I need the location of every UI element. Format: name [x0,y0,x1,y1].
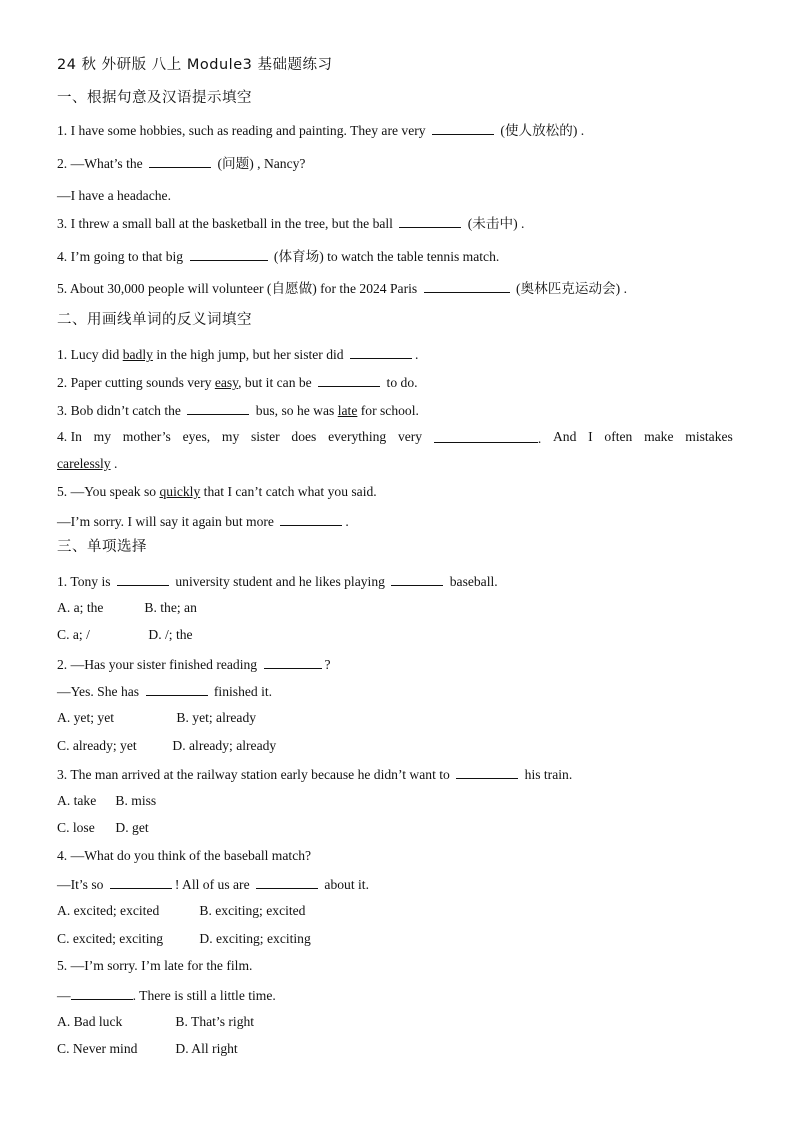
option-a[interactable]: A. Bad luck [57,1014,123,1029]
s2-q2-end: to do. [386,375,418,390]
option-b[interactable]: B. miss [115,793,157,808]
title-text: 24 秋 外研版 八上 Module3 基础题练习 [57,57,333,73]
s3-q4-text: 4. —What do you think of the baseball match? [57,848,312,863]
s3-q3-text: 3. The man arrived at the railway station early because he didn’t want to [57,767,450,782]
s1-question-5 [57,280,627,296]
answer-blank[interactable] [432,122,494,135]
s3-q1-options-row2 [57,628,193,644]
answer-blank[interactable] [391,573,443,586]
s3-q2-reply-text: —Yes. She has [57,684,140,699]
section1-heading-text: 一、根据句意及汉语提示填空 [57,90,252,106]
s3-q5-reply-text: . There is still a little time. [132,988,276,1003]
option-a[interactable]: A. a; the [57,600,104,615]
s2-question-4 [57,430,733,446]
s3-q3-options-row2 [57,821,149,837]
s2-q5-reply-text: —I’m sorry. I will say it again but more [57,514,274,529]
option-a[interactable]: A. excited; excited [57,903,160,918]
answer-blank[interactable] [146,683,208,696]
underlined-word: quickly [159,484,201,499]
answer-blank[interactable] [256,876,318,889]
s2-q5-text-b: that I can’t catch what you said. [203,484,377,499]
answer-blank[interactable] [187,402,249,415]
s2-q3-text: 3. Bob didn’t catch the [57,403,181,418]
s3-q5-reply-dash: — [57,988,71,1003]
option-b[interactable]: B. exciting; excited [199,903,306,918]
s3-q2-text: 2. —Has your sister finished reading [57,657,258,672]
s3-q2-options-row2 [57,739,276,755]
underlined-word: late [337,403,358,418]
s2-q5-text: 5. —You speak so [57,484,157,499]
answer-blank[interactable] [149,155,211,168]
s2-q3-end: for school. [360,403,419,418]
s1-q1-text: 1. I have some hobbies, such as reading and painting. They are very [57,123,426,138]
s2-q2-text: 2. Paper cutting sounds very [57,375,212,390]
underlined-word: carelessly [57,456,111,471]
s2-q1-end: . [415,347,419,362]
s2-q1-text: 1. Lucy did [57,347,120,362]
section1-heading [57,91,252,107]
s2-q4-word: I [588,429,593,444]
answer-blank[interactable] [424,280,510,293]
s1-question-4 [57,248,499,264]
s1-q3-hint: (未击中) . [467,216,525,231]
s2-q3-text-b: bus, so he was [255,403,335,418]
underlined-word: easy [214,375,239,390]
s2-q4-word: everything [328,429,387,444]
section2-heading-text: 二、用画线单词的反义词填空 [57,312,252,328]
s3-question-1 [57,573,498,589]
option-d[interactable]: D. /; the [148,627,193,642]
page-title [57,58,332,74]
s3-q2-end: ? [324,657,331,672]
option-c[interactable]: C. already; yet [57,738,137,753]
s2-q5-reply [57,513,349,529]
s1-q2-reply [57,189,171,205]
s1-q5-text: 5. About 30,000 people will volunteer (自愿做) for the 2024 Paris [57,281,418,296]
s1-question-1 [57,122,584,138]
s3-q1-text-b: university student and he likes playing [175,574,385,589]
option-d[interactable]: D. exciting; exciting [199,931,311,946]
s1-q4-text: 4. I’m going to that big [57,249,184,264]
option-b[interactable]: B. yet; already [176,710,257,725]
section3-heading [57,540,147,556]
s2-q4-word: does [291,429,317,444]
s3-q3-end: his train. [524,767,573,782]
answer-blank[interactable] [117,573,169,586]
s2-q4-end: . [114,456,118,471]
option-c[interactable]: C. excited; exciting [57,931,164,946]
option-b[interactable]: B. That’s right [175,1014,255,1029]
option-d[interactable]: D. get [115,820,149,835]
s2-q4-word: very [397,429,423,444]
answer-blank[interactable] [318,374,380,387]
answer-blank[interactable] [264,656,322,669]
s3-question-3 [57,766,572,782]
s1-q1-hint: (使人放松的) . [500,123,585,138]
option-d[interactable]: D. All right [175,1041,238,1056]
s2-q4-word: mother’s [122,429,171,444]
s3-q1-end: baseball. [449,574,498,589]
underlined-word: badly [122,347,153,362]
s2-q5-reply-end: . [345,514,349,529]
option-d[interactable]: D. already; already [172,738,277,753]
s1-question-2 [57,155,305,171]
s2-question-1 [57,346,418,362]
s1-q2-hint: (问题) , Nancy? [217,156,306,171]
s3-q1-options-row1 [57,601,197,617]
s3-q4-reply-text-b: ! All of us are [174,877,250,892]
s2-q4-word: sister [250,429,280,444]
s1-q3-text: 3. I threw a small ball at the basketball in the tree, but the ball [57,216,393,231]
s2-q4-word: eyes, [182,429,211,444]
s1-q2-reply-text: —I have a headache. [57,188,171,203]
s3-q5-options-row1 [57,1015,254,1031]
section2-heading [57,313,252,329]
answer-blank[interactable] [280,513,342,526]
s3-q2-options-row1 [57,711,256,727]
s1-q2-text: 2. —What’s the [57,156,143,171]
answer-blank[interactable] [350,346,412,359]
s3-q2-reply-end: finished it. [213,684,273,699]
s3-q5-options-row2 [57,1042,238,1058]
s3-question-2 [57,656,331,672]
s3-q4-reply-end: about it. [324,877,369,892]
s2-q4-word: mistakes [685,429,733,444]
s1-question-3 [57,215,524,231]
s3-q5-reply [57,987,276,1003]
answer-blank[interactable] [71,987,133,1000]
s3-question-4 [57,849,311,865]
s3-question-5 [57,959,252,975]
answer-blank[interactable] [456,766,518,779]
s2-q4-word: And [552,429,577,444]
s2-q4-word: 4. In [57,429,82,444]
s2-q4-word: . [537,431,542,446]
option-a[interactable]: A. yet; yet [57,710,115,725]
section3-heading-text: 三、单项选择 [57,539,147,555]
option-c[interactable]: C. lose [57,820,95,835]
answer-blank[interactable] [434,430,538,443]
s2-q4-word: often [604,429,633,444]
option-c[interactable]: C. a; / [57,627,90,642]
s2-question-2 [57,374,418,390]
answer-blank[interactable] [399,215,461,228]
s2-question-3 [57,402,419,418]
s2-question-5 [57,485,377,501]
answer-blank[interactable] [110,876,172,889]
s3-q4-options-row1 [57,904,305,920]
s2-q4-continued [57,457,117,473]
answer-blank[interactable] [190,248,268,261]
s2-q1-text-b: in the high jump, but her sister did [156,347,344,362]
s2-q4-word: make [644,429,674,444]
s1-q4-hint: (体育场) to watch the table tennis match. [273,249,500,264]
option-b[interactable]: B. the; an [144,600,197,615]
s2-q4-word: my [93,429,112,444]
option-a[interactable]: A. take [57,793,97,808]
s2-q4-blank-group [434,430,541,446]
s1-q5-hint: (奥林匹克运动会) . [516,281,628,296]
s3-q4-options-row2 [57,932,311,948]
option-c[interactable]: C. Never mind [57,1041,138,1056]
s3-q4-reply [57,876,369,892]
s2-q4-word: my [221,429,240,444]
s3-q5-text: 5. —I’m sorry. I’m late for the film. [57,958,253,973]
s3-q2-reply [57,683,272,699]
s3-q3-options-row1 [57,794,156,810]
s3-q1-text: 1. Tony is [57,574,111,589]
s3-q4-reply-text: —It’s so [57,877,104,892]
s2-q2-text-b: , but it can be [238,375,312,390]
